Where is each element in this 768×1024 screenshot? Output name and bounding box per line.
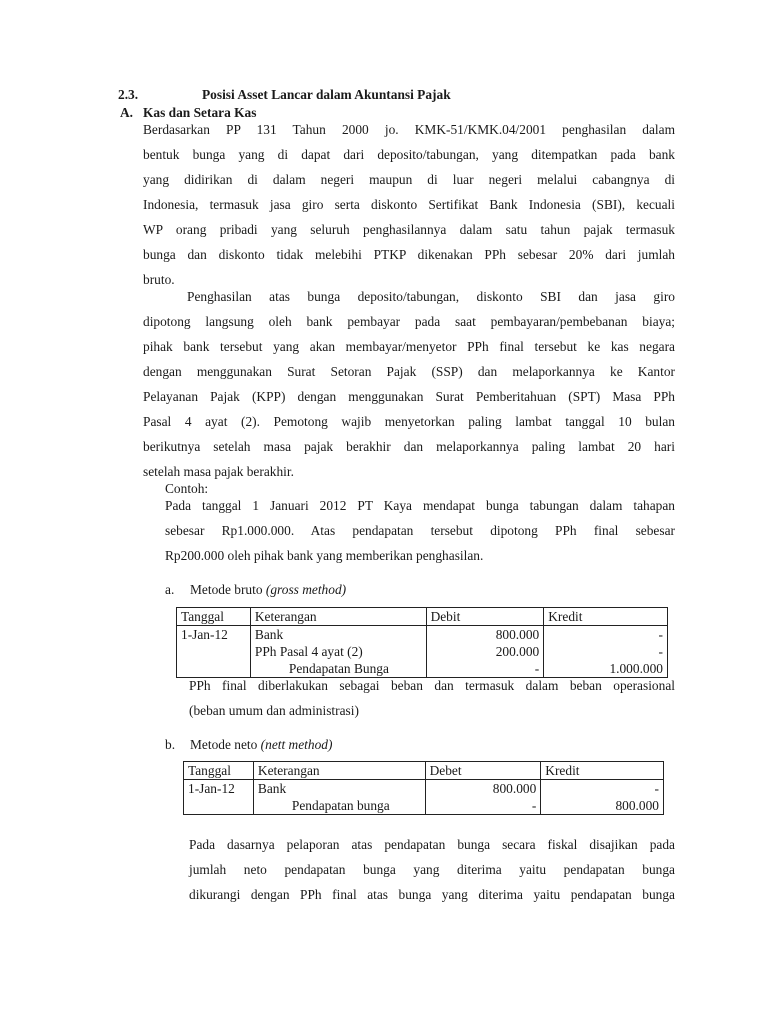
cell-desc: PPh Pasal 4 ayat (2) bbox=[250, 643, 426, 660]
table-header-row bbox=[177, 608, 668, 626]
closing-line: Pada dasarnya pelaporan atas pendapatan bunga secara fiskal disajikan pada bbox=[189, 837, 675, 852]
para2-line: Penghasilan atas bunga deposito/tabungan, diskonto SBI dan jasa giro bbox=[187, 289, 675, 304]
cell-credit: 1.000.000 bbox=[544, 660, 668, 678]
para1-line: yang didirikan di dalam negeri maupun di luar negeri melalui cabangnya di bbox=[143, 172, 675, 187]
cell-date bbox=[177, 660, 251, 678]
table-row bbox=[184, 797, 664, 815]
para2-line: berikutnya setelah masa pajak berakhir dan melaporkannya paling lambat 20 hari bbox=[143, 439, 675, 454]
cell-debit: 200.000 bbox=[426, 643, 544, 660]
cell-credit: - bbox=[544, 643, 668, 660]
para2-line: Pasal 4 ayat (2). Pemotong wajib menyetorkan paling lambat tanggal 10 bulan bbox=[143, 414, 675, 429]
cell-debit: - bbox=[425, 797, 541, 815]
cell-desc: Pendapatan bunga bbox=[253, 797, 425, 815]
cell-credit: - bbox=[544, 626, 668, 644]
subsection-letter: A. bbox=[120, 105, 134, 120]
table-row bbox=[184, 780, 664, 798]
para2-line: pihak bank tersebut yang akan membayar/menyetor PPh final tersebut ke kas negara bbox=[143, 339, 675, 354]
method-b-name: Metode neto bbox=[190, 737, 258, 752]
table-row bbox=[177, 643, 668, 660]
method-a-note: (beban umum dan administrasi) bbox=[189, 703, 359, 718]
header-tanggal: Tanggal bbox=[184, 762, 254, 780]
example-line: Pada tanggal 1 Januari 2012 PT Kaya mendapat bunga tabungan dalam tahapan bbox=[165, 498, 675, 513]
method-b-english: (nett method) bbox=[260, 737, 333, 752]
cell-date bbox=[184, 797, 254, 815]
header-debet: Debet bbox=[425, 762, 541, 780]
para2-line: dengan menggunakan Surat Setoran Pajak (SSP) dan melaporkannya ke Kantor bbox=[143, 364, 675, 379]
para1-line: bunga dan diskonto tidak melebihi PTKP dikenakan PPh sebesar 20% dari jumlah bbox=[143, 247, 675, 262]
cell-desc: Bank bbox=[250, 626, 426, 644]
cell-date bbox=[177, 643, 251, 660]
para1-line: Indonesia, termasuk jasa giro serta diskonto Sertifikat Bank Indonesia (SBI), kecuali bbox=[143, 197, 675, 212]
closing-line: dikurangi dengan PPh final atas bunga yang diterima yaitu pendapatan bunga bbox=[189, 887, 675, 902]
method-a-name: Metode bruto bbox=[190, 582, 263, 597]
subsection-title: Kas dan Setara Kas bbox=[143, 105, 257, 120]
cell-date: 1-Jan-12 bbox=[184, 780, 254, 798]
cell-credit: - bbox=[541, 780, 664, 798]
cell-debit: 800.000 bbox=[425, 780, 541, 798]
para1-line: bentuk bunga yang di dapat dari deposito/tabungan, yang ditempatkan pada bank bbox=[143, 147, 675, 162]
para1-line: WP orang pribadi yang seluruh penghasilannya dalam satu tahun pajak termasuk bbox=[143, 222, 675, 237]
para1-line: Berdasarkan PP 131 Tahun 2000 jo. KMK-51/KMK.04/2001 penghasilan dalam bbox=[143, 122, 675, 137]
cell-debit: 800.000 bbox=[426, 626, 544, 644]
cell-desc: Bank bbox=[253, 780, 425, 798]
header-debit: Debit bbox=[426, 608, 544, 626]
header-keterangan: Keterangan bbox=[253, 762, 425, 780]
para2-line: setelah masa pajak berakhir. bbox=[143, 464, 294, 479]
header-tanggal: Tanggal bbox=[177, 608, 251, 626]
method-a-note: PPh final diberlakukan sebagai beban dan termasuk dalam beban operasional bbox=[189, 678, 675, 693]
table-header-row bbox=[184, 762, 664, 780]
method-a-marker: a. bbox=[165, 582, 175, 597]
ledger-table-gross bbox=[176, 607, 668, 678]
cell-date: 1-Jan-12 bbox=[177, 626, 251, 644]
section-number: 2.3. bbox=[118, 87, 139, 102]
para2-line: dipotong langsung oleh bank pembayar pada saat pembayaran/pembebanan biaya; bbox=[143, 314, 675, 329]
section-title: Posisi Asset Lancar dalam Akuntansi Pajak bbox=[202, 87, 451, 102]
table-row bbox=[177, 626, 668, 644]
closing-line: jumlah neto pendapatan bunga yang diterima yaitu pendapatan bunga bbox=[189, 862, 675, 877]
method-a-heading bbox=[190, 582, 346, 598]
example-label: Contoh: bbox=[165, 481, 209, 496]
cell-debit: - bbox=[426, 660, 544, 678]
method-b-marker: b. bbox=[165, 737, 176, 752]
cell-desc: Pendapatan Bunga bbox=[250, 660, 426, 678]
header-kredit: Kredit bbox=[541, 762, 664, 780]
method-b-heading bbox=[190, 737, 332, 753]
ledger-table-nett bbox=[183, 761, 664, 815]
para2-line: Pelayanan Pajak (KPP) dengan menggunakan Surat Pemberitahuan (SPT) Masa PPh bbox=[143, 389, 675, 404]
header-keterangan: Keterangan bbox=[250, 608, 426, 626]
method-a-english: (gross method) bbox=[265, 582, 347, 597]
para1-line: bruto. bbox=[143, 272, 175, 287]
cell-credit: 800.000 bbox=[541, 797, 664, 815]
header-kredit: Kredit bbox=[544, 608, 668, 626]
example-line: sebesar Rp1.000.000. Atas pendapatan tersebut dipotong PPh final sebesar bbox=[165, 523, 675, 538]
table-row bbox=[177, 660, 668, 678]
example-line: Rp200.000 oleh pihak bank yang memberikan penghasilan. bbox=[165, 548, 484, 563]
